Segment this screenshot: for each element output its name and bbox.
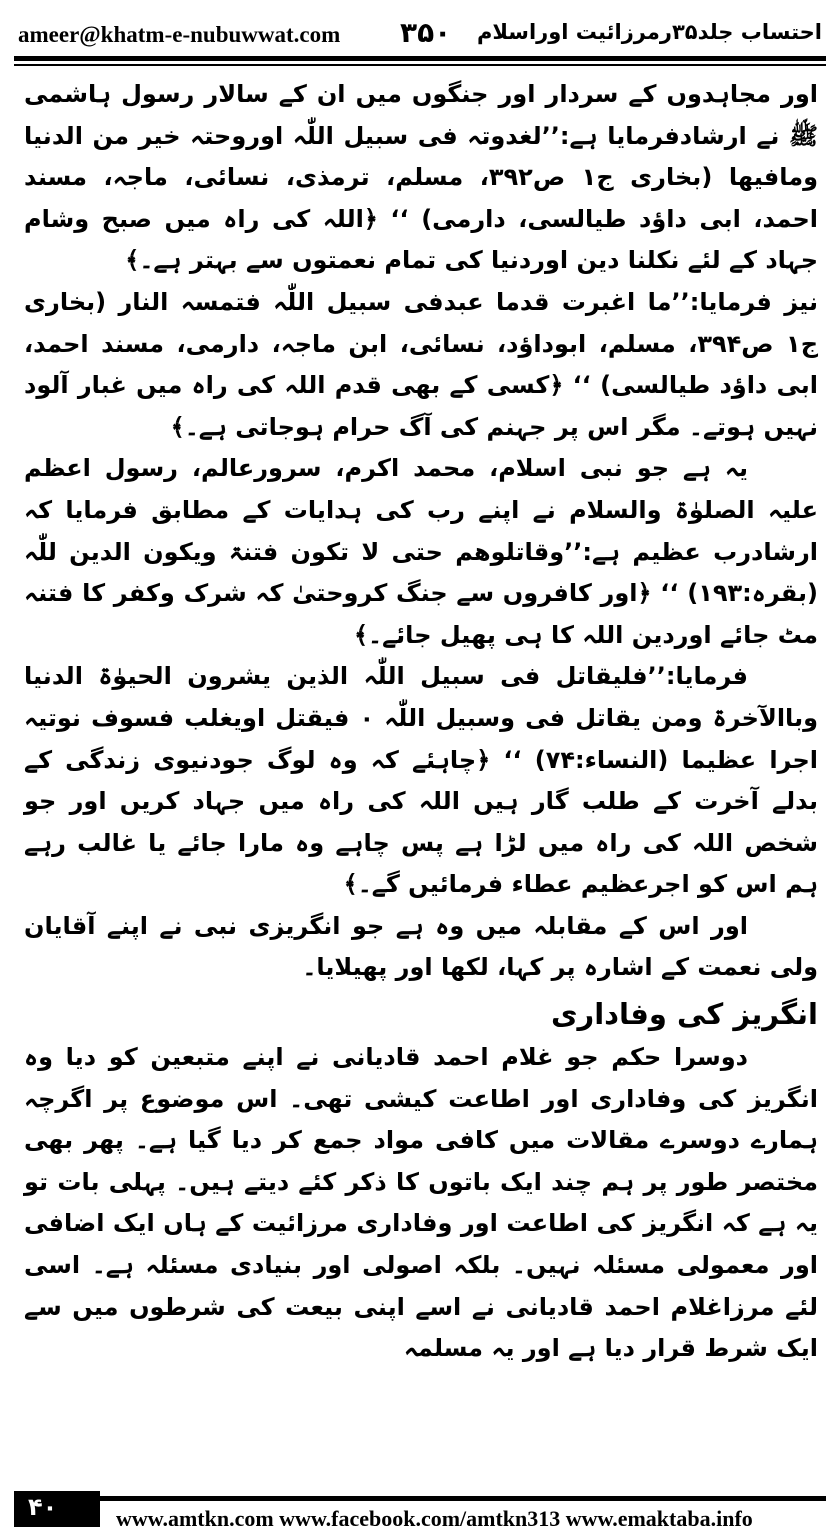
- footer-page-badge: [14, 1491, 100, 1527]
- page-body: [24, 74, 818, 1370]
- header-rule-thick: [14, 56, 826, 61]
- page-header: [14, 14, 826, 54]
- footer-badge-number: ۴۰: [28, 1493, 58, 1521]
- paragraph-1: اور مجاہدوں کے سردار اور جنگوں میں ان کے سالار رسول ہاشمی ﷺ نے ارشادفرمایا ہے:’’لغدوتہ فی سبیل اللّٰہ اوروحتہ خیر من الدنیا ومافیھا (بخاری ج۱ ص۳۹۲، مسلم، ترمذی، نسائی، ماجہ، مسند احمد، ابی داؤد طیالسی، دارمی) ‘‘ ﴿اللہ کی راہ میں صبح وشام جہاد کے لئے نکلنا دین اوردنیا کی تمام نعمتوں سے بہتر ہے۔﴾: [24, 80, 819, 275]
- header-rule-thin: [14, 64, 826, 66]
- footer-rule: [100, 1496, 826, 1501]
- book-title: احتساب جلد۳۵رمرزائیت اوراسلام: [476, 20, 822, 44]
- paragraph-3: یہ ہے جو نبی اسلام، محمد اکرم، سرورعالم، رسول اعظم علیہ الصلوٰۃ والسلام نے اپنے رب کی ہدایات کے مطابق فرمایا کہ ارشادرب عظیم ہے:’’وقاتلوھم حتی لا تکون فتنۃ ویکون الدین للّٰہ (بقرہ:۱۹۳) ‘‘ ﴿اور کافروں سے جنگ کروحتیٰ کہ شرک وکفر کا فتنہ مٹ جائے اوردین اللہ کا ہی پھیل جائے۔﴾: [24, 454, 818, 649]
- page-number: ۳۵۰: [400, 16, 452, 49]
- paragraph-4: فرمایا:’’فلیقاتل فی سبیل اللّٰہ الذین یشرون الحیوٰۃ الدنیا وباالآخرۃ ومن یقاتل فی وسبیل اللّٰہ ۰ فیقتل اویغلب فسوف نوتیہ اجرا عظیما (النساء:۷۴) ‘‘ ﴿چاہئے کہ وہ لوگ جودنیوی زندگی کے بدلے آخرت کے طلب گار ہیں اللہ کی راہ میں جہاد کریں اور جو شخص اللہ کی راہ میں لڑا ہے پس چاہے وہ مارا جائے یا غالب رہے ہم اس کو اجرعظیم عطاء فرمائیں گے۔﴾: [24, 662, 818, 899]
- section-heading: انگریز کی وفاداری: [550, 997, 818, 1032]
- paragraph-6: دوسرا حکم جو غلام احمد قادیانی نے اپنے متبعین کو دیا وہ انگریز کی وفاداری اور اطاعت کیشی تھی۔ اس موضوع پر اگرچہ ہمارے دوسرے مقالات میں کافی مواد جمع کر دیا گیا ہے۔ پھر بھی مختصر طور پر ہم چند ایک باتوں کا ذکر کئے دیتے ہیں۔ پہلی بات تو یہ ہے کہ انگریز کی اطاعت اور وفاداری مرزائیت کے ہاں ایک اضافی اور معمولی مسئلہ نہیں۔ بلکہ اصولی اور بنیادی مسئلہ ہے۔ اسی لئے مرزاغلام احمد قادیانی نے اسے اپنی بیعت کی شرطوں میں سے ایک شرط قرار دیا ہے اور یہ مسلمہ: [24, 1043, 818, 1363]
- footer-links: www.amtkn.com www.facebook.com/amtkn313 www.emaktaba.info: [116, 1506, 753, 1531]
- paragraph-5: اور اس کے مقابلہ میں وہ ہے جو انگریزی نبی نے اپنے آقایان ولی نعمت کے اشارہ پر کہا، لکھا اور پھیلایا۔: [24, 911, 818, 982]
- paragraph-2: نیز فرمایا:’’ما اغبرت قدما عبدفی سبیل اللّٰہ فتمسہ النار (بخاری ج۱ ص۳۹۴، مسلم، ابوداؤد، نسائی، ابن ماجہ، دارمی، مسند احمد، ابی داؤد طیالسی) ‘‘ ﴿کسی کے بھی قدم اللہ کی راہ میں غبار آلود نہیں ہوتے۔ مگر اس پر جہنم کی آگ حرام ہوجاتی ہے۔﴾: [24, 287, 818, 441]
- header-email: ameer@khatm-e-nubuwwat.com: [18, 22, 341, 47]
